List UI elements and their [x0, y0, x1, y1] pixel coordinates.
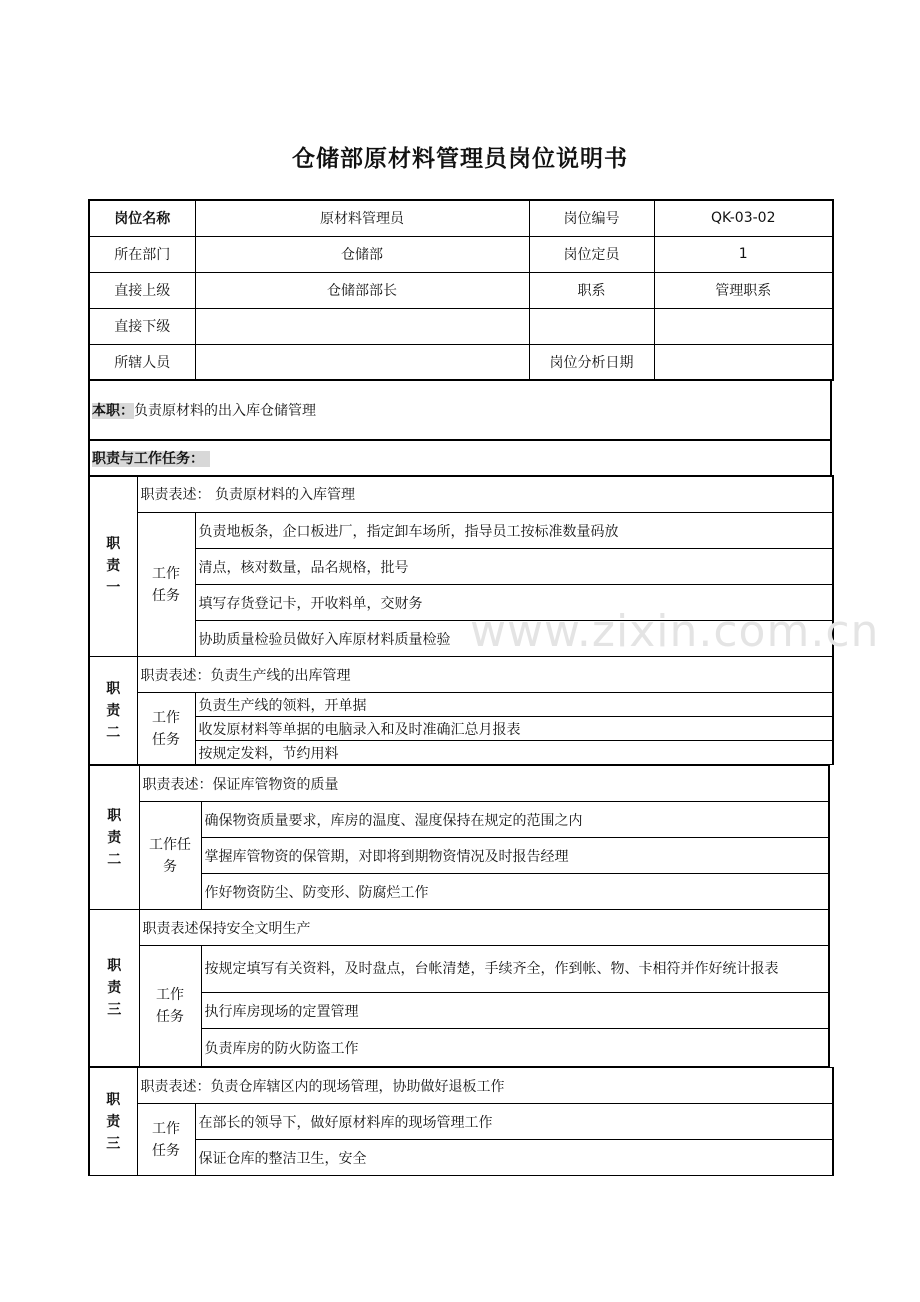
- task-item: 掌握库管物资的保管期，对即将到期物资情况及时报告经理: [201, 838, 829, 874]
- task-item: 填写存货登记卡，开收料单，交财务: [195, 585, 833, 621]
- header-table: [88, 199, 834, 381]
- value-position-name: 原材料管理员: [195, 200, 529, 236]
- value-position-code: QK-03-02: [654, 200, 833, 236]
- label-staff: 所辖人员: [89, 344, 195, 380]
- duty-statement: 职责表述：负责仓库辖区内的现场管理，协助做好退板工作: [137, 1068, 833, 1104]
- duty-label: 职 责 二: [89, 766, 139, 910]
- cell-empty: [654, 308, 833, 344]
- duty-label: 职 责 二: [89, 657, 137, 765]
- duty-statement: 职责表述：保证库管物资的质量: [139, 766, 829, 802]
- task-item: 按规定发料，节约用料: [195, 741, 833, 765]
- task-item: 负责生产线的领料，开单据: [195, 693, 833, 717]
- duty-statement: 职责表述保持安全文明生产: [139, 910, 829, 946]
- duties-heading: 职责与工作任务：: [92, 451, 210, 467]
- value-subordinate: [195, 308, 529, 344]
- label-headcount: 岗位定员: [529, 236, 654, 272]
- task-label: 工作 任务: [137, 1104, 195, 1176]
- task-item: 作好物资防尘、防变形、防腐烂工作: [201, 874, 829, 910]
- task-item: 收发原材料等单据的电脑录入和及时准确汇总月报表: [195, 717, 833, 741]
- document-title: 仓储部原材料管理员岗位说明书: [292, 146, 628, 172]
- label-position-name: 岗位名称: [89, 200, 195, 236]
- value-analysis-date: [654, 344, 833, 380]
- duty-statement: 职责表述：负责生产线的出库管理: [137, 657, 833, 693]
- summary-row: [89, 380, 831, 440]
- value-superior: 仓储部部长: [195, 272, 529, 308]
- summary-text: 负责原材料的出入库仓储管理: [134, 403, 316, 419]
- task-item: 协助质量检验员做好入库原材料质量检验: [195, 621, 833, 657]
- label-job-family: 职系: [529, 272, 654, 308]
- duty-section-4: [88, 909, 830, 1067]
- duty-section-2: [88, 656, 834, 765]
- value-headcount: 1: [654, 236, 833, 272]
- duty-section-1: [88, 475, 834, 657]
- task-item: 按规定填写有关资料，及时盘点，台帐清楚，手续齐全，作到帐、物、卡相符并作好统计报表: [201, 946, 829, 993]
- task-item: 在部长的领导下，做好原材料库的现场管理工作: [195, 1104, 833, 1140]
- duty-label: 职 责 三: [89, 1068, 137, 1176]
- task-item: 保证仓库的整洁卫生，安全: [195, 1140, 833, 1176]
- value-job-family: 管理职系: [654, 272, 833, 308]
- label-subordinate: 直接下级: [89, 308, 195, 344]
- label-analysis-date: 岗位分析日期: [529, 344, 654, 380]
- duty-label: 职 责 一: [89, 476, 137, 657]
- task-item: 确保物资质量要求，库房的温度、湿度保持在规定的范围之内: [201, 802, 829, 838]
- watermark: www.zixin.com.cn: [470, 606, 880, 657]
- duty-label: 职 责 三: [89, 910, 139, 1067]
- task-item: 清点，核对数量，品名规格，批号: [195, 549, 833, 585]
- value-department: 仓储部: [195, 236, 529, 272]
- duty-section-3: [88, 765, 830, 910]
- task-label: 工作 任务: [137, 513, 195, 657]
- task-label: 工作 任务: [137, 693, 195, 765]
- duty-section-5: [88, 1067, 834, 1176]
- task-item: 负责库房的防火防盗工作: [201, 1029, 829, 1067]
- task-item: 负责地板条，企口板进厂，指定卸车场所，指导员工按标准数量码放: [195, 513, 833, 549]
- summary-table: [88, 379, 832, 477]
- task-label: 工作任 务: [139, 802, 201, 910]
- summary-label: 本职：: [92, 403, 134, 419]
- label-department: 所在部门: [89, 236, 195, 272]
- label-position-code: 岗位编号: [529, 200, 654, 236]
- task-label: 工作 任务: [139, 946, 201, 1067]
- duties-heading-row: [89, 440, 831, 476]
- value-staff: [195, 344, 529, 380]
- duty-statement: 职责表述： 负责原材料的入库管理: [137, 476, 833, 513]
- cell-empty: [529, 308, 654, 344]
- task-item: 执行库房现场的定置管理: [201, 993, 829, 1029]
- label-superior: 直接上级: [89, 272, 195, 308]
